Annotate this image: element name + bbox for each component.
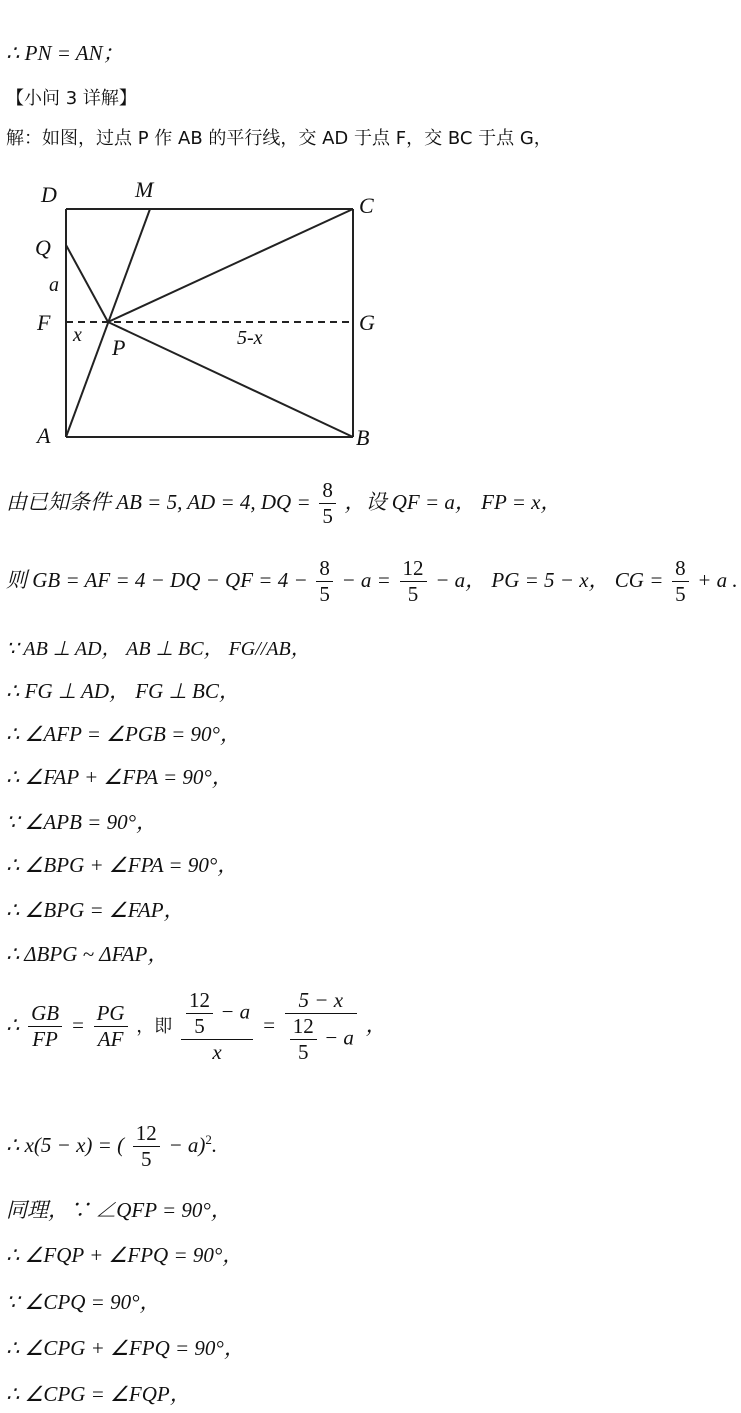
line-pn-an: ∴ PN = AN；: [6, 41, 124, 65]
line-perpendicular-given: ∵ AB ⊥ AD， AB ⊥ BC， FG//AB，: [6, 638, 311, 660]
line-angle-fqp-sum: ∴ ∠FQP + ∠FPQ = 90°，: [6, 1243, 244, 1267]
label-d: D: [41, 182, 57, 207]
solution-intro: 解：如图，过点 P 作 AB 的平行线，交 AD 于点 F，交 BC 于点 G，: [6, 128, 552, 149]
squared-equation: ∴ x(5 − x) = ( $\frac{12}{5}$ − a)$^2$.: [6, 1121, 218, 1171]
line-angle-cpg-eq: ∴ ∠CPG = ∠FQP，: [6, 1382, 191, 1406]
ratio-equation: ∴ $\frac{GB}{FP}$ = $\frac{PG}{AF}$ ，即 $\frac{12}{5}$ − a x = 5 − x $\frac{12}{5}$ − a ，: [6, 988, 387, 1064]
segment-pb: [108, 322, 353, 437]
label-b: B: [356, 425, 370, 450]
line-fg-perpendicular: ∴ FG ⊥ AD， FG ⊥ BC，: [6, 679, 240, 703]
segment-qp: [66, 245, 108, 322]
label-x: x: [73, 324, 82, 346]
line-angle-cpg-sum: ∴ ∠CPG + ∠FPQ = 90°，: [6, 1336, 245, 1360]
line-similar-triangles: ∴ ΔBPG ~ ΔFAP，: [6, 942, 169, 966]
label-f: F: [37, 310, 51, 335]
section-heading: 【小问 3 详解】: [6, 88, 137, 109]
line-similarly-qfp: 同理，∵ ∠QFP = 90°，: [6, 1198, 232, 1222]
line-angle-bpg-eq: ∴ ∠BPG = ∠FAP，: [6, 898, 185, 922]
label-g: G: [359, 310, 375, 335]
geometry-figure: [25, 175, 395, 455]
label-a-len: a: [49, 274, 59, 296]
line-angle-cpq: ∵ ∠CPQ = 90°，: [6, 1290, 161, 1314]
given-conditions: 由已知条件 AB = 5, AD = 4, DQ = $\frac{8}{5}$ ，设 QF = a， FP = x，: [6, 478, 562, 528]
line-angle-bpg-sum: ∴ ∠BPG + ∠FPA = 90°，: [6, 853, 239, 877]
gb-af-expression: 则 GB = AF = 4 − DQ − QF = 4 − $\frac{8}{5}$ − a = $\frac{12}{5}$ − a， PG = 5 − x， CG = $\frac{8}{5}$ + a .: [6, 556, 738, 606]
line-angle-apb: ∵ ∠APB = 90°，: [6, 810, 157, 834]
line-angle-fap: ∴ ∠FAP + ∠FPA = 90°，: [6, 765, 233, 789]
label-m: M: [135, 177, 154, 202]
label-q: Q: [35, 235, 51, 260]
label-a: A: [37, 423, 51, 448]
label-c: C: [359, 193, 374, 218]
label-five-minus-x: 5-x: [237, 327, 263, 349]
line-angle-afp: ∴ ∠AFP = ∠PGB = 90°，: [6, 722, 241, 746]
label-p: P: [112, 335, 126, 360]
